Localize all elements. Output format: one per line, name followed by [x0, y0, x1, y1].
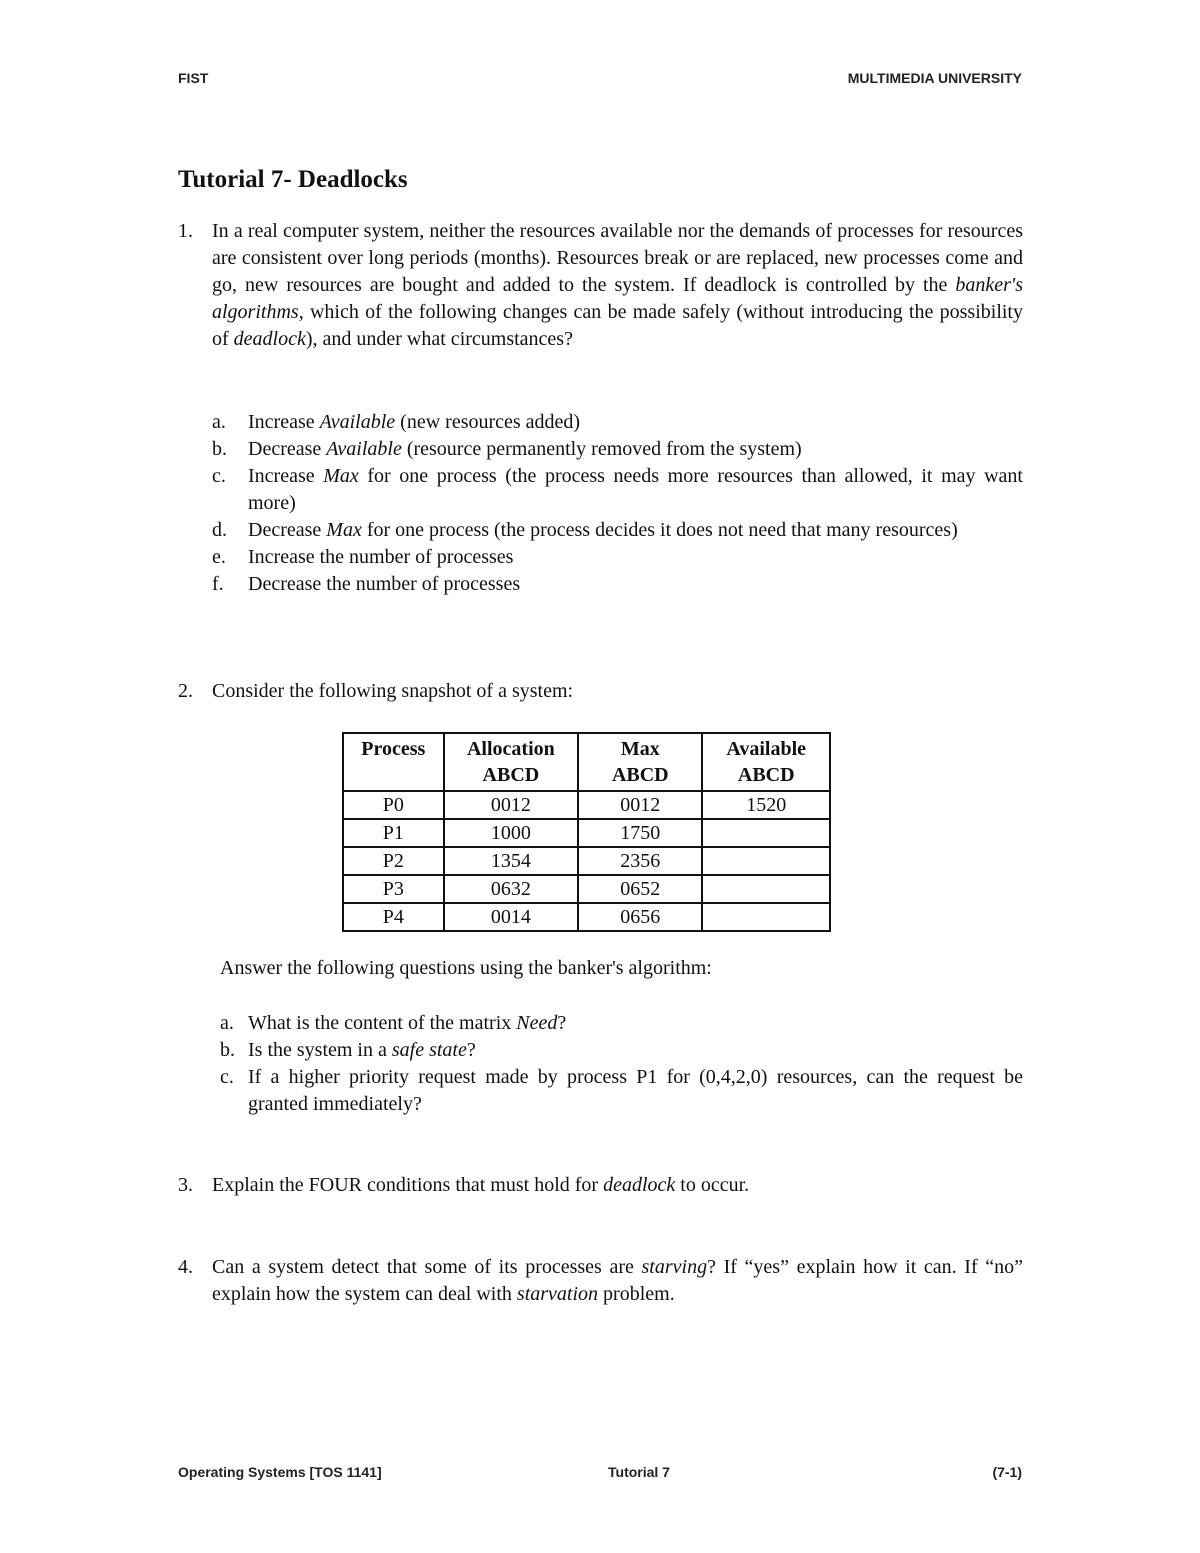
table-cell: 0652	[578, 875, 702, 903]
list-item	[212, 463, 1023, 517]
list-item	[220, 1037, 1023, 1064]
table-cell: P2	[343, 847, 444, 875]
text-segment: ?	[557, 1012, 567, 1034]
footer-right: (7-1)	[992, 1464, 1022, 1480]
table-row	[343, 875, 830, 903]
list-item	[212, 436, 1023, 463]
text-segment: to occur.	[675, 1174, 750, 1196]
list-item	[212, 517, 1023, 544]
table-cell: P1	[343, 819, 444, 847]
header-label: Max	[620, 738, 660, 760]
text-segment: for one process (the process decides it does not need that many resources)	[361, 519, 958, 541]
item-letter: d.	[212, 519, 227, 541]
header-sublabel: ABCD	[737, 764, 795, 786]
header-label: Process	[361, 738, 426, 760]
question-2-lead: Answer the following questions using the banker's algorithm:	[220, 957, 712, 979]
question-number: 2.	[178, 680, 193, 702]
table-cell	[702, 875, 830, 903]
list-item	[212, 544, 1023, 571]
text-segment: (new resources added)	[395, 411, 581, 433]
question-text	[212, 1172, 1023, 1199]
list-item	[212, 409, 1023, 436]
item-letter: a.	[220, 1012, 234, 1034]
question-number: 4.	[178, 1256, 193, 1278]
text-segment: Decrease the number of processes	[248, 573, 521, 595]
header-label: Allocation	[466, 738, 555, 760]
item-letter: a.	[212, 411, 226, 433]
table-cell	[702, 819, 830, 847]
item-letter: b.	[220, 1039, 235, 1061]
table-cell: 1520	[702, 791, 830, 819]
header-label: Available	[726, 738, 807, 760]
page-header	[178, 70, 1022, 86]
item-letter: b.	[212, 438, 227, 460]
text-segment: What is the content of the matrix	[248, 1012, 517, 1034]
emphasis: starvation	[516, 1283, 599, 1305]
system-snapshot-table	[342, 732, 831, 932]
question-2-subquestions	[220, 1010, 1023, 1118]
table-cell: 0012	[444, 791, 579, 819]
table-cell: 0656	[578, 903, 702, 931]
header-sublabel: ABCD	[482, 764, 540, 786]
question-text	[212, 218, 1023, 353]
table-row	[343, 903, 830, 931]
page-footer	[178, 1464, 1022, 1480]
table-cell: 2356	[578, 847, 702, 875]
text-segment: ?	[466, 1039, 476, 1061]
item-letter: c.	[220, 1066, 234, 1088]
column-header	[444, 733, 579, 791]
table-cell: 0012	[578, 791, 702, 819]
column-header	[702, 733, 830, 791]
text-segment: ? If “yes” explain how it can. If “no” explain how the system can deal with	[212, 1256, 1023, 1305]
question-text: Consider the following snapshot of a system:	[212, 680, 574, 702]
text-segment: Decrease	[248, 519, 327, 541]
emphasis: deadlock	[603, 1174, 676, 1196]
footer-left: Operating Systems [TOS 1141]	[178, 1464, 382, 1480]
text-segment: Increase	[248, 411, 320, 433]
question-1	[178, 218, 1023, 353]
table-cell: 1750	[578, 819, 702, 847]
question-number: 1.	[178, 220, 193, 242]
emphasis: Available	[326, 438, 402, 460]
question-1-options	[212, 409, 1023, 598]
emphasis: safe state	[391, 1039, 467, 1061]
question-number: 3.	[178, 1174, 193, 1196]
emphasis: Max	[323, 465, 359, 487]
text-segment: for one process (the process needs more resources than allowed, it may want more)	[248, 465, 1023, 514]
list-item	[220, 1010, 1023, 1037]
emphasis: deadlock	[233, 328, 306, 350]
header-left: FIST	[178, 70, 209, 86]
table-cell	[702, 903, 830, 931]
question-2	[178, 678, 1023, 705]
question-3	[178, 1172, 1023, 1199]
table-cell: P0	[343, 791, 444, 819]
emphasis: Available	[319, 411, 396, 433]
text-segment: Increase the number of processes	[248, 546, 514, 568]
header-sublabel: ABCD	[611, 764, 669, 786]
question-text	[212, 1254, 1023, 1308]
table-cell: P3	[343, 875, 444, 903]
table-cell: P4	[343, 903, 444, 931]
text-segment: Explain the FOUR conditions that must hold for	[212, 1174, 604, 1196]
question-4	[178, 1254, 1023, 1308]
text-segment: In a real computer system, neither the resources available nor the demands of processes for resources are consistent over long periods (months). Resources break or are replaced, new processes come and go, new resources are bought and added to the system. If deadlock is controlled by the	[212, 220, 1023, 296]
header-right: MULTIMEDIA UNIVERSITY	[847, 70, 1022, 86]
table-cell	[702, 847, 830, 875]
text-segment: If a higher priority request made by process P1 for (0,4,2,0) resources, can the request be granted immediately?	[248, 1066, 1023, 1115]
text-segment: Is the system in a	[248, 1039, 392, 1061]
emphasis: starving	[641, 1256, 708, 1278]
emphasis: Need	[516, 1012, 558, 1034]
table-row	[343, 791, 830, 819]
list-item	[212, 571, 1023, 598]
table-row	[343, 819, 830, 847]
list-item	[220, 1064, 1023, 1118]
text-segment: Increase	[248, 465, 324, 487]
item-letter: c.	[212, 465, 226, 487]
table-header-row	[343, 733, 830, 791]
column-header	[343, 733, 444, 791]
table-row	[343, 847, 830, 875]
table-cell: 1000	[444, 819, 579, 847]
emphasis: banker's algorithms	[212, 274, 1023, 323]
emphasis: Max	[326, 519, 362, 541]
item-letter: e.	[212, 546, 226, 568]
text-segment: problem.	[598, 1283, 675, 1305]
text-segment: Decrease	[248, 438, 327, 460]
page-title: Tutorial 7- Deadlocks	[178, 166, 408, 193]
table-cell: 0014	[444, 903, 579, 931]
text-segment: , which of the following changes can be made safely (without introducing the possibility of	[212, 301, 1023, 350]
column-header	[578, 733, 702, 791]
item-letter: f.	[212, 573, 224, 595]
text-segment: ), and under what circumstances?	[305, 328, 573, 350]
text-segment: (resource permanently removed from the system)	[401, 438, 802, 460]
table-cell: 1354	[444, 847, 579, 875]
text-segment: Can a system detect that some of its processes are	[212, 1256, 642, 1278]
table-cell: 0632	[444, 875, 579, 903]
footer-center: Tutorial 7	[608, 1464, 670, 1480]
